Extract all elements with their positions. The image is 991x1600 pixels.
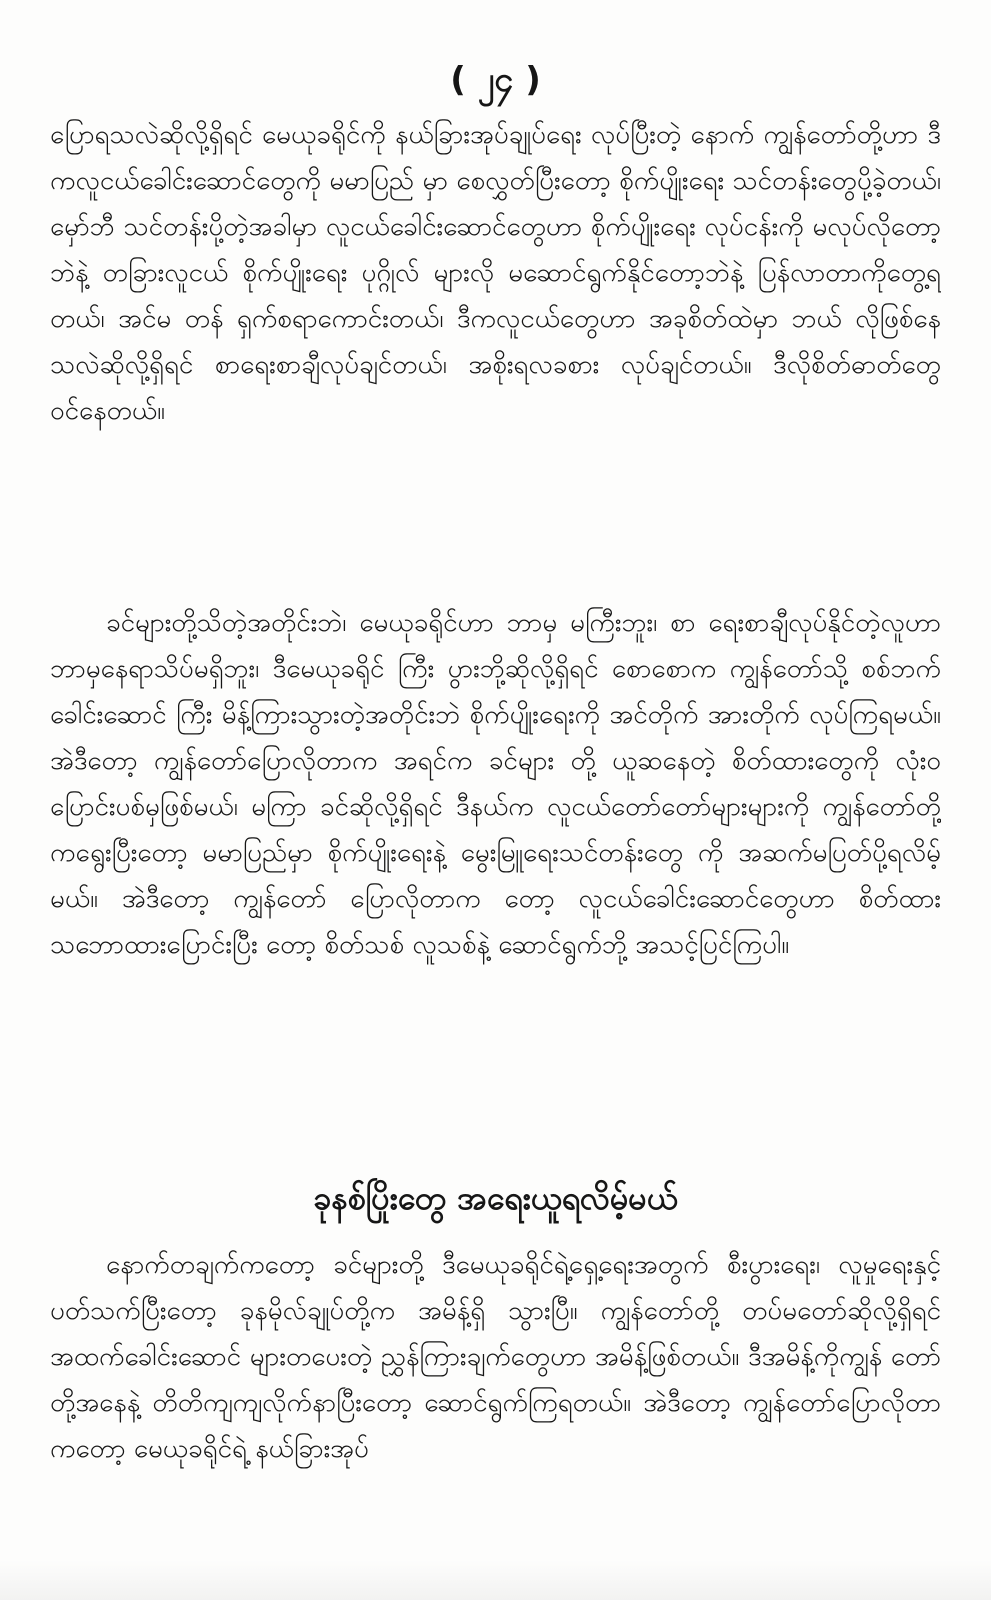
- page-bottom-shadow: [0, 1560, 991, 1600]
- section-heading: ခုနစ်ပြိုးတွေ အရေးယူရလိမ့်မယ်: [313, 1179, 678, 1217]
- paragraph-1: ပြောရသလဲဆိုလို့ရှိရင် မေယုခရိုင်ကို နယ်ခြားအုပ်ချုပ်ရေး လုပ်ပြီးတဲ့ နောက် ကျွန်တော်တို့ဟာ ဒီကလူငယ်ခေါင်းဆောင်တွေကို မမာပြည် မှာ စေလွှတ်ပြီးတော့ စိုက်ပျိုးရေး သင်တန်းတွေပို့ခဲ့တယ်၊ မှော်ဘီ သင်တန်းပို့တဲ့အခါမှာ လူငယ်ခေါင်းဆောင်တွေဟာ စိုက်ပျိုးရေး လုပ်ငန်းကို မလုပ်လိုတော့ဘဲနဲ့ တခြားလူငယ် စိုက်ပျိုးရေး ပုဂ္ဂိုလ် များလို မဆောင်ရွက်နိုင်တော့ဘဲနဲ့ ပြန်လာတာကိုတွေ့ရတယ်၊ အင်မ တန် ရှက်စရာကောင်းတယ်၊ ဒီကလူငယ်တွေဟာ အခုစိတ်ထဲမှာ ဘယ် လိုဖြစ်နေသလဲဆိုလို့ရှိရင် စာရေးစာချီလုပ်ချင်တယ်၊ အစိုးရလခစား လုပ်ချင်တယ်။ ဒီလိုစိတ်ဓာတ်တွေဝင်နေတယ်။: [50, 120, 941, 426]
- page-number: ( ၂၄ ): [450, 60, 541, 100]
- paragraph-3: နောက်တချက်ကတော့ ခင်များတို့ ဒီမေယုခရိုင်ရဲ့ရှေ့ရေးအတွက် စီးပွားရေး၊ လူမှုရေးနှင့်ပတ်သက်ပြီးတော့ ခုနမိုလ်ချုပ်တို့က အမိန့်ရှိ သွားပြီ။ ကျွန်တော်တို့ တပ်မတော်ဆိုလို့ရှိရင် အထက်ခေါင်းဆောင် များတပေးတဲ့ ညွှန်ကြားချက်တွေဟာ အမိန့်ဖြစ်တယ်။ ဒီအမိန့်ကိုကျွန် တော်တို့အနေနဲ့ တိတိကျကျလိုက်နာပြီးတော့ ဆောင်ရွက်ကြရတယ်။ အဲဒီတော့ ကျွန်တော်ပြောလိုတာကတော့ မေယုခရိုင်ရဲ့ နယ်ခြားအုပ်: [50, 1250, 941, 1464]
- paragraph-2: ခင်များတို့သိတဲ့အတိုင်းဘဲ၊ မေယုခရိုင်ဟာ ဘာမှ မကြီးဘူး၊ စာ ရေးစာချီလုပ်နိုင်တဲ့လူဟာ ဘာမှနေရာသိပ်မရှိဘူး၊ ဒီမေယုခရိုင် ကြီး ပွားဘို့ဆိုလို့ရှိရင် စောစောက ကျွန်တော်သို့ စစ်ဘက်ခေါင်းဆောင် ကြီး မိန့်ကြားသွားတဲ့အတိုင်းဘဲ စိုက်ပျိုးရေးကို အင်တိုက် အားတိုက် လုပ်ကြရမယ်။ အဲဒီတော့ ကျွန်တော်ပြောလိုတာက အရင်က ခင်များ တို့ ယူဆနေတဲ့ စိတ်ထားတွေကို လုံးဝပြောင်းပစ်မှဖြစ်မယ်၊ မကြာ ခင်ဆိုလို့ရှိရင် ဒီနယ်က လူငယ်တော်တော်များများကို ကျွန်တော်တို့ ကရွေးပြီးတော့ မမာပြည်မှာ စိုက်ပျိုးရေးနဲ့ မွေးမြူရေးသင်တန်းတွေ ကို အဆက်မပြတ်ပို့ရလိမ့်မယ်။ အဲဒီတော့ ကျွန်တော် ပြောလိုတာက တော့ လူငယ်ခေါင်းဆောင်တွေဟာ စိတ်ထားသဘောထားပြောင်းပြီး တော့ စိတ်သစ် လူသစ်နဲ့ ဆောင်ရွက်ဘို့ အသင့်ပြင်ကြပါ။: [50, 608, 941, 960]
